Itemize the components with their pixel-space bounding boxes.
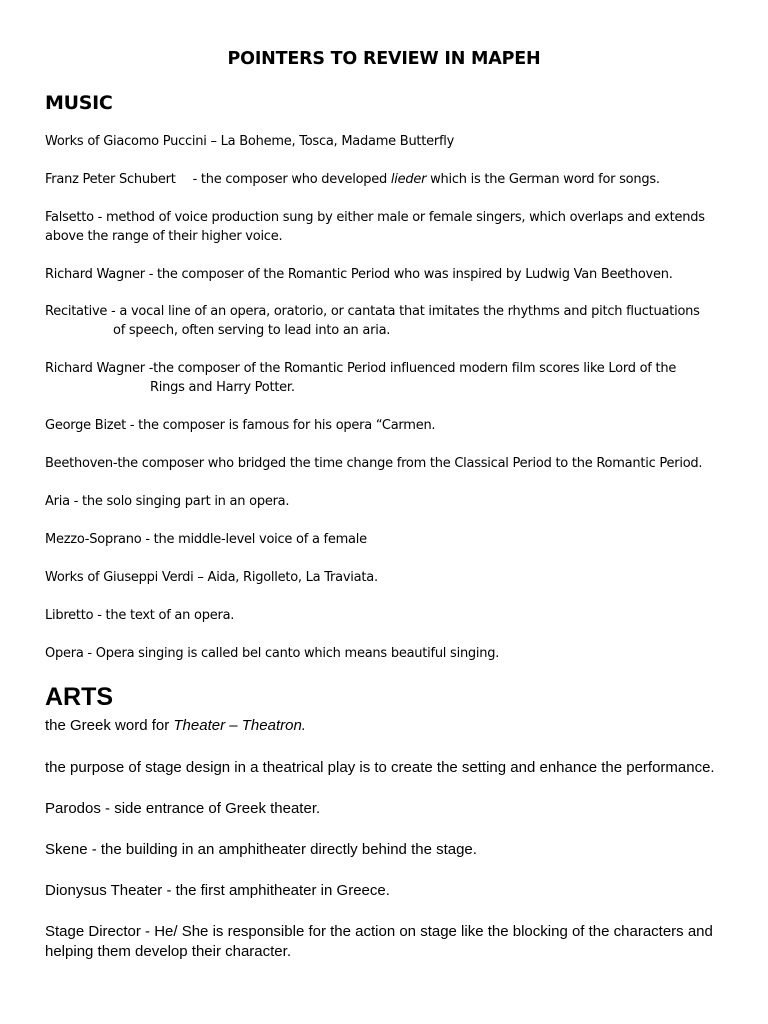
line-2: above the range of their higher voice. — [45, 229, 283, 244]
italic-text: Theater – Theatron. — [173, 717, 306, 734]
music-item-mezzo-soprano: Mezzo-Soprano - the middle-level voice of a female — [45, 532, 367, 547]
music-item-verdi: Works of Giuseppi Verdi – Aida, Rigolleto, La Traviata. — [45, 570, 378, 585]
term: Franz Peter Schubert — [45, 172, 176, 187]
definition: - the composer who developed — [192, 172, 391, 187]
arts-item-parodos: Parodos - side entrance of Greek theater. — [45, 800, 321, 817]
definition-end: which is the German word for songs. — [426, 172, 660, 187]
arts-item-dionysus: Dionysus Theater - the first amphitheater in Greece. — [45, 882, 390, 899]
music-item-wagner-1: Richard Wagner - the composer of the Romantic Period who was inspired by Ludwig Van Beethoven. — [45, 267, 673, 282]
music-item-libretto: Libretto - the text of an opera. — [45, 608, 235, 623]
arts-item-skene: Skene - the building in an amphitheater directly behind the stage. — [45, 841, 477, 858]
line-2: Rings and Harry Potter. — [150, 380, 295, 395]
music-item-aria: Aria - the solo singing part in an opera. — [45, 494, 290, 509]
definition-italic: lieder — [390, 172, 427, 187]
arts-item-stage-director: Stage Director - He/ She is responsible for the action on stage like the blocking of the characters and helping them develop their character. — [45, 923, 713, 960]
music-item-beethoven: Beethoven-the composer who bridged the time change from the Classical Period to the Romantic Period. — [45, 456, 703, 471]
line-1: Recitative - a vocal line of an opera, oratorio, or cantata that imitates the rhythms and pitch fluctuations — [45, 304, 700, 319]
music-item-puccini: Works of Giacomo Puccini – La Boheme, Tosca, Madame Butterfly — [45, 134, 455, 149]
music-item-bizet: George Bizet - the composer is famous for his opera “Carmen. — [45, 418, 436, 433]
music-item-wagner-2 — [45, 359, 735, 397]
line-1: Falsetto - method of voice production sung by either male or female singers, which overlaps and extends — [45, 210, 705, 225]
arts-item-stage-design: the purpose of stage design in a theatrical play is to create the setting and enhance the performance. — [45, 759, 715, 776]
line-2: of speech, often serving to lead into an aria. — [113, 323, 391, 338]
music-item-opera: Opera - Opera singing is called bel canto which means beautiful singing. — [45, 646, 500, 661]
line-1: Richard Wagner -the composer of the Romantic Period influenced modern film scores like Lord of the — [45, 361, 677, 376]
music-heading: MUSIC — [45, 92, 113, 114]
arts-heading: ARTS — [45, 683, 114, 711]
lead-text: the Greek word for — [45, 717, 174, 734]
page-title: POINTERS TO REVIEW IN MAPEH — [227, 49, 541, 69]
music-item-schubert — [45, 170, 735, 189]
music-item-falsetto — [45, 208, 735, 246]
music-item-recitative — [45, 302, 735, 340]
arts-item-theatron — [45, 716, 735, 736]
